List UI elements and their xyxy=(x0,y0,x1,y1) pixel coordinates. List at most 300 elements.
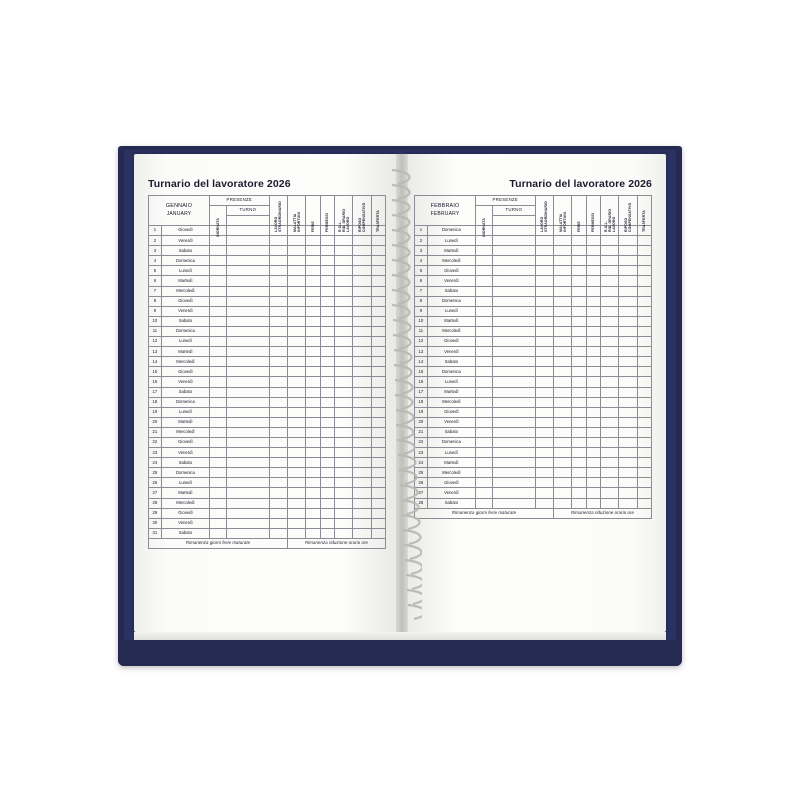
cell-trasferta[interactable] xyxy=(371,448,385,458)
cell-malattia-infortuni[interactable] xyxy=(288,276,306,286)
cell-giornata[interactable] xyxy=(476,256,493,266)
cell-lavoro-straordinario[interactable] xyxy=(535,326,553,336)
cell-trasferta[interactable] xyxy=(371,347,385,357)
cell-rol[interactable] xyxy=(334,488,352,498)
cell-rol[interactable] xyxy=(334,256,352,266)
cell-malattia-infortuni[interactable] xyxy=(288,448,306,458)
cell-malattia-infortuni[interactable] xyxy=(554,417,572,427)
cell-turno[interactable] xyxy=(227,437,270,447)
cell-malattia-infortuni[interactable] xyxy=(554,458,572,468)
cell-giornata[interactable] xyxy=(210,337,227,347)
cell-ferie[interactable] xyxy=(572,377,586,387)
cell-ferie[interactable] xyxy=(306,276,320,286)
cell-trasferta[interactable] xyxy=(637,437,651,447)
cell-rol[interactable] xyxy=(334,468,352,478)
cell-lavoro-straordinario[interactable] xyxy=(269,286,287,296)
cell-malattia-infortuni[interactable] xyxy=(288,347,306,357)
cell-trasferta[interactable] xyxy=(371,417,385,427)
cell-permessi[interactable] xyxy=(320,488,334,498)
cell-malattia-infortuni[interactable] xyxy=(288,437,306,447)
cell-lavoro-straordinario[interactable] xyxy=(269,448,287,458)
cell-lavoro-straordinario[interactable] xyxy=(535,437,553,447)
cell-ferie[interactable] xyxy=(306,417,320,427)
cell-turno[interactable] xyxy=(227,296,270,306)
cell-giornata[interactable] xyxy=(210,518,227,528)
cell-rol[interactable] xyxy=(600,306,618,316)
cell-turno[interactable] xyxy=(493,417,536,427)
cell-lavoro-straordinario[interactable] xyxy=(535,468,553,478)
cell-trasferta[interactable] xyxy=(371,387,385,397)
cell-giornata[interactable] xyxy=(210,407,227,417)
cell-ferie[interactable] xyxy=(306,256,320,266)
cell-trasferta[interactable] xyxy=(637,387,651,397)
cell-ferie[interactable] xyxy=(306,316,320,326)
cell-lavoro-straordinario[interactable] xyxy=(269,347,287,357)
cell-permessi[interactable] xyxy=(320,387,334,397)
cell-turno[interactable] xyxy=(227,326,270,336)
cell-trasferta[interactable] xyxy=(371,367,385,377)
cell-turno[interactable] xyxy=(227,528,270,538)
cell-malattia-infortuni[interactable] xyxy=(554,377,572,387)
cell-turno[interactable] xyxy=(227,286,270,296)
cell-lavoro-straordinario[interactable] xyxy=(269,498,287,508)
cell-trasferta[interactable] xyxy=(371,276,385,286)
cell-ferie[interactable] xyxy=(306,498,320,508)
cell-turno[interactable] xyxy=(227,246,270,256)
cell-turno[interactable] xyxy=(493,357,536,367)
cell-giornata[interactable] xyxy=(476,286,493,296)
cell-riposo-compensativo[interactable] xyxy=(619,236,637,246)
cell-ferie[interactable] xyxy=(306,377,320,387)
cell-giornata[interactable] xyxy=(476,236,493,246)
cell-riposo-compensativo[interactable] xyxy=(619,337,637,347)
cell-turno[interactable] xyxy=(493,337,536,347)
cell-malattia-infortuni[interactable] xyxy=(554,306,572,316)
cell-trasferta[interactable] xyxy=(637,367,651,377)
cell-rol[interactable] xyxy=(600,458,618,468)
cell-turno[interactable] xyxy=(493,246,536,256)
cell-permessi[interactable] xyxy=(320,276,334,286)
cell-giornata[interactable] xyxy=(210,488,227,498)
cell-ferie[interactable] xyxy=(306,397,320,407)
cell-trasferta[interactable] xyxy=(637,326,651,336)
cell-riposo-compensativo[interactable] xyxy=(353,246,371,256)
cell-malattia-infortuni[interactable] xyxy=(288,427,306,437)
cell-ferie[interactable] xyxy=(306,488,320,498)
cell-turno[interactable] xyxy=(227,266,270,276)
cell-giornata[interactable] xyxy=(476,498,493,508)
cell-trasferta[interactable] xyxy=(371,508,385,518)
cell-giornata[interactable] xyxy=(476,387,493,397)
cell-ferie[interactable] xyxy=(572,306,586,316)
cell-malattia-infortuni[interactable] xyxy=(554,468,572,478)
cell-giornata[interactable] xyxy=(210,377,227,387)
cell-permessi[interactable] xyxy=(586,448,600,458)
cell-lavoro-straordinario[interactable] xyxy=(535,236,553,246)
cell-malattia-infortuni[interactable] xyxy=(288,236,306,246)
cell-malattia-infortuni[interactable] xyxy=(288,478,306,488)
cell-permessi[interactable] xyxy=(586,286,600,296)
cell-malattia-infortuni[interactable] xyxy=(554,347,572,357)
cell-malattia-infortuni[interactable] xyxy=(554,276,572,286)
cell-rol[interactable] xyxy=(334,306,352,316)
cell-riposo-compensativo[interactable] xyxy=(353,266,371,276)
cell-malattia-infortuni[interactable] xyxy=(288,246,306,256)
cell-giornata[interactable] xyxy=(210,326,227,336)
cell-permessi[interactable] xyxy=(586,306,600,316)
cell-malattia-infortuni[interactable] xyxy=(554,427,572,437)
cell-permessi[interactable] xyxy=(320,417,334,427)
cell-permessi[interactable] xyxy=(586,488,600,498)
cell-giornata[interactable] xyxy=(476,458,493,468)
cell-rol[interactable] xyxy=(334,367,352,377)
cell-lavoro-straordinario[interactable] xyxy=(535,417,553,427)
cell-malattia-infortuni[interactable] xyxy=(288,528,306,538)
cell-rol[interactable] xyxy=(600,437,618,447)
cell-lavoro-straordinario[interactable] xyxy=(269,276,287,286)
cell-permessi[interactable] xyxy=(320,256,334,266)
cell-lavoro-straordinario[interactable] xyxy=(535,367,553,377)
cell-turno[interactable] xyxy=(493,387,536,397)
cell-lavoro-straordinario[interactable] xyxy=(269,437,287,447)
cell-permessi[interactable] xyxy=(320,246,334,256)
cell-permessi[interactable] xyxy=(586,498,600,508)
cell-riposo-compensativo[interactable] xyxy=(619,397,637,407)
cell-rol[interactable] xyxy=(600,347,618,357)
cell-lavoro-straordinario[interactable] xyxy=(535,427,553,437)
cell-malattia-infortuni[interactable] xyxy=(288,266,306,276)
cell-turno[interactable] xyxy=(227,448,270,458)
cell-lavoro-straordinario[interactable] xyxy=(269,488,287,498)
cell-trasferta[interactable] xyxy=(371,306,385,316)
cell-riposo-compensativo[interactable] xyxy=(619,256,637,266)
cell-lavoro-straordinario[interactable] xyxy=(269,528,287,538)
cell-rol[interactable] xyxy=(334,357,352,367)
cell-lavoro-straordinario[interactable] xyxy=(535,377,553,387)
cell-rol[interactable] xyxy=(334,326,352,336)
cell-giornata[interactable] xyxy=(476,296,493,306)
cell-ferie[interactable] xyxy=(306,448,320,458)
cell-ferie[interactable] xyxy=(306,427,320,437)
cell-permessi[interactable] xyxy=(586,246,600,256)
cell-riposo-compensativo[interactable] xyxy=(353,357,371,367)
cell-giornata[interactable] xyxy=(210,306,227,316)
cell-trasferta[interactable] xyxy=(637,306,651,316)
cell-riposo-compensativo[interactable] xyxy=(353,256,371,266)
cell-ferie[interactable] xyxy=(306,266,320,276)
cell-giornata[interactable] xyxy=(476,306,493,316)
cell-trasferta[interactable] xyxy=(371,437,385,447)
cell-rol[interactable] xyxy=(334,377,352,387)
cell-trasferta[interactable] xyxy=(371,427,385,437)
cell-permessi[interactable] xyxy=(320,326,334,336)
cell-giornata[interactable] xyxy=(210,357,227,367)
cell-riposo-compensativo[interactable] xyxy=(353,326,371,336)
cell-giornata[interactable] xyxy=(476,367,493,377)
cell-ferie[interactable] xyxy=(572,357,586,367)
cell-malattia-infortuni[interactable] xyxy=(288,326,306,336)
cell-ferie[interactable] xyxy=(572,437,586,447)
cell-ferie[interactable] xyxy=(306,478,320,488)
cell-riposo-compensativo[interactable] xyxy=(619,458,637,468)
cell-rol[interactable] xyxy=(334,296,352,306)
cell-lavoro-straordinario[interactable] xyxy=(535,448,553,458)
cell-rol[interactable] xyxy=(334,458,352,468)
cell-malattia-infortuni[interactable] xyxy=(288,296,306,306)
cell-riposo-compensativo[interactable] xyxy=(353,448,371,458)
cell-turno[interactable] xyxy=(493,407,536,417)
cell-lavoro-straordinario[interactable] xyxy=(535,458,553,468)
cell-trasferta[interactable] xyxy=(637,316,651,326)
cell-lavoro-straordinario[interactable] xyxy=(269,316,287,326)
cell-turno[interactable] xyxy=(227,488,270,498)
cell-trasferta[interactable] xyxy=(637,286,651,296)
cell-trasferta[interactable] xyxy=(371,458,385,468)
cell-permessi[interactable] xyxy=(320,236,334,246)
cell-malattia-infortuni[interactable] xyxy=(288,286,306,296)
cell-permessi[interactable] xyxy=(586,478,600,488)
cell-rol[interactable] xyxy=(600,498,618,508)
cell-turno[interactable] xyxy=(493,437,536,447)
cell-riposo-compensativo[interactable] xyxy=(619,347,637,357)
cell-ferie[interactable] xyxy=(306,306,320,316)
cell-lavoro-straordinario[interactable] xyxy=(535,357,553,367)
cell-trasferta[interactable] xyxy=(371,326,385,336)
cell-riposo-compensativo[interactable] xyxy=(353,286,371,296)
cell-giornata[interactable] xyxy=(476,437,493,447)
cell-lavoro-straordinario[interactable] xyxy=(535,407,553,417)
cell-rol[interactable] xyxy=(600,468,618,478)
cell-lavoro-straordinario[interactable] xyxy=(269,458,287,468)
cell-turno[interactable] xyxy=(227,367,270,377)
cell-ferie[interactable] xyxy=(306,246,320,256)
cell-ferie[interactable] xyxy=(572,236,586,246)
cell-rol[interactable] xyxy=(334,387,352,397)
cell-lavoro-straordinario[interactable] xyxy=(269,397,287,407)
cell-riposo-compensativo[interactable] xyxy=(353,397,371,407)
cell-riposo-compensativo[interactable] xyxy=(353,367,371,377)
cell-riposo-compensativo[interactable] xyxy=(353,306,371,316)
cell-giornata[interactable] xyxy=(476,316,493,326)
cell-giornata[interactable] xyxy=(476,377,493,387)
cell-giornata[interactable] xyxy=(210,367,227,377)
cell-malattia-infortuni[interactable] xyxy=(288,377,306,387)
cell-turno[interactable] xyxy=(493,256,536,266)
cell-turno[interactable] xyxy=(493,306,536,316)
cell-giornata[interactable] xyxy=(210,528,227,538)
cell-trasferta[interactable] xyxy=(371,377,385,387)
cell-lavoro-straordinario[interactable] xyxy=(269,427,287,437)
cell-lavoro-straordinario[interactable] xyxy=(269,306,287,316)
cell-riposo-compensativo[interactable] xyxy=(619,357,637,367)
cell-rol[interactable] xyxy=(600,246,618,256)
cell-ferie[interactable] xyxy=(306,407,320,417)
cell-lavoro-straordinario[interactable] xyxy=(269,407,287,417)
cell-riposo-compensativo[interactable] xyxy=(353,387,371,397)
cell-rol[interactable] xyxy=(334,337,352,347)
cell-permessi[interactable] xyxy=(586,407,600,417)
cell-lavoro-straordinario[interactable] xyxy=(535,296,553,306)
cell-trasferta[interactable] xyxy=(371,407,385,417)
cell-trasferta[interactable] xyxy=(637,427,651,437)
cell-lavoro-straordinario[interactable] xyxy=(269,326,287,336)
cell-trasferta[interactable] xyxy=(371,296,385,306)
cell-turno[interactable] xyxy=(493,478,536,488)
cell-ferie[interactable] xyxy=(306,528,320,538)
cell-riposo-compensativo[interactable] xyxy=(353,518,371,528)
cell-rol[interactable] xyxy=(600,256,618,266)
cell-giornata[interactable] xyxy=(210,478,227,488)
cell-malattia-infortuni[interactable] xyxy=(288,468,306,478)
cell-lavoro-straordinario[interactable] xyxy=(535,256,553,266)
cell-lavoro-straordinario[interactable] xyxy=(269,478,287,488)
cell-malattia-infortuni[interactable] xyxy=(554,407,572,417)
cell-turno[interactable] xyxy=(493,377,536,387)
cell-rol[interactable] xyxy=(334,246,352,256)
cell-trasferta[interactable] xyxy=(371,468,385,478)
cell-giornata[interactable] xyxy=(476,427,493,437)
cell-riposo-compensativo[interactable] xyxy=(619,478,637,488)
cell-giornata[interactable] xyxy=(476,357,493,367)
cell-turno[interactable] xyxy=(493,458,536,468)
cell-turno[interactable] xyxy=(493,316,536,326)
cell-trasferta[interactable] xyxy=(371,337,385,347)
cell-giornata[interactable] xyxy=(210,286,227,296)
cell-rol[interactable] xyxy=(334,417,352,427)
cell-turno[interactable] xyxy=(493,226,536,236)
cell-permessi[interactable] xyxy=(320,347,334,357)
cell-permessi[interactable] xyxy=(586,437,600,447)
cell-riposo-compensativo[interactable] xyxy=(619,286,637,296)
cell-malattia-infortuni[interactable] xyxy=(288,498,306,508)
cell-ferie[interactable] xyxy=(572,256,586,266)
cell-rol[interactable] xyxy=(600,478,618,488)
cell-rol[interactable] xyxy=(600,488,618,498)
cell-turno[interactable] xyxy=(227,417,270,427)
cell-giornata[interactable] xyxy=(210,256,227,266)
cell-lavoro-straordinario[interactable] xyxy=(535,498,553,508)
cell-lavoro-straordinario[interactable] xyxy=(535,286,553,296)
cell-permessi[interactable] xyxy=(586,266,600,276)
cell-ferie[interactable] xyxy=(572,478,586,488)
cell-turno[interactable] xyxy=(227,407,270,417)
cell-turno[interactable] xyxy=(493,326,536,336)
cell-riposo-compensativo[interactable] xyxy=(353,488,371,498)
cell-malattia-infortuni[interactable] xyxy=(288,367,306,377)
cell-permessi[interactable] xyxy=(320,427,334,437)
cell-trasferta[interactable] xyxy=(637,448,651,458)
cell-permessi[interactable] xyxy=(586,256,600,266)
cell-turno[interactable] xyxy=(493,236,536,246)
cell-ferie[interactable] xyxy=(572,286,586,296)
cell-giornata[interactable] xyxy=(210,246,227,256)
cell-rol[interactable] xyxy=(600,427,618,437)
cell-riposo-compensativo[interactable] xyxy=(353,437,371,447)
cell-permessi[interactable] xyxy=(586,397,600,407)
cell-permessi[interactable] xyxy=(320,437,334,447)
cell-lavoro-straordinario[interactable] xyxy=(269,377,287,387)
cell-riposo-compensativo[interactable] xyxy=(619,498,637,508)
cell-trasferta[interactable] xyxy=(637,498,651,508)
cell-riposo-compensativo[interactable] xyxy=(353,316,371,326)
cell-riposo-compensativo[interactable] xyxy=(353,417,371,427)
cell-rol[interactable] xyxy=(600,266,618,276)
cell-riposo-compensativo[interactable] xyxy=(353,407,371,417)
cell-giornata[interactable] xyxy=(476,266,493,276)
cell-malattia-infortuni[interactable] xyxy=(554,326,572,336)
cell-permessi[interactable] xyxy=(320,377,334,387)
cell-trasferta[interactable] xyxy=(637,377,651,387)
cell-turno[interactable] xyxy=(493,266,536,276)
cell-trasferta[interactable] xyxy=(371,397,385,407)
cell-malattia-infortuni[interactable] xyxy=(554,437,572,447)
cell-trasferta[interactable] xyxy=(637,256,651,266)
cell-giornata[interactable] xyxy=(476,407,493,417)
cell-malattia-infortuni[interactable] xyxy=(554,387,572,397)
cell-ferie[interactable] xyxy=(572,397,586,407)
cell-ferie[interactable] xyxy=(306,387,320,397)
cell-trasferta[interactable] xyxy=(637,417,651,427)
cell-rol[interactable] xyxy=(600,407,618,417)
cell-malattia-infortuni[interactable] xyxy=(288,458,306,468)
cell-permessi[interactable] xyxy=(586,316,600,326)
cell-lavoro-straordinario[interactable] xyxy=(269,468,287,478)
cell-turno[interactable] xyxy=(493,367,536,377)
cell-trasferta[interactable] xyxy=(637,236,651,246)
cell-lavoro-straordinario[interactable] xyxy=(535,276,553,286)
cell-riposo-compensativo[interactable] xyxy=(353,347,371,357)
cell-permessi[interactable] xyxy=(586,427,600,437)
cell-riposo-compensativo[interactable] xyxy=(619,246,637,256)
cell-riposo-compensativo[interactable] xyxy=(619,437,637,447)
cell-rol[interactable] xyxy=(334,407,352,417)
cell-ferie[interactable] xyxy=(572,468,586,478)
cell-rol[interactable] xyxy=(334,236,352,246)
cell-rol[interactable] xyxy=(600,397,618,407)
cell-trasferta[interactable] xyxy=(371,286,385,296)
cell-riposo-compensativo[interactable] xyxy=(619,407,637,417)
cell-malattia-infortuni[interactable] xyxy=(554,296,572,306)
cell-malattia-infortuni[interactable] xyxy=(288,357,306,367)
cell-permessi[interactable] xyxy=(586,417,600,427)
cell-ferie[interactable] xyxy=(572,427,586,437)
cell-riposo-compensativo[interactable] xyxy=(353,478,371,488)
cell-malattia-infortuni[interactable] xyxy=(554,246,572,256)
cell-ferie[interactable] xyxy=(572,387,586,397)
cell-giornata[interactable] xyxy=(476,488,493,498)
cell-lavoro-straordinario[interactable] xyxy=(269,337,287,347)
cell-turno[interactable] xyxy=(227,347,270,357)
cell-trasferta[interactable] xyxy=(637,296,651,306)
cell-riposo-compensativo[interactable] xyxy=(619,468,637,478)
cell-malattia-infortuni[interactable] xyxy=(554,266,572,276)
cell-giornata[interactable] xyxy=(476,337,493,347)
cell-ferie[interactable] xyxy=(306,296,320,306)
cell-ferie[interactable] xyxy=(306,518,320,528)
cell-turno[interactable] xyxy=(227,276,270,286)
cell-ferie[interactable] xyxy=(306,357,320,367)
cell-lavoro-straordinario[interactable] xyxy=(535,387,553,397)
cell-permessi[interactable] xyxy=(586,468,600,478)
cell-rol[interactable] xyxy=(334,448,352,458)
cell-rol[interactable] xyxy=(334,276,352,286)
cell-lavoro-straordinario[interactable] xyxy=(269,387,287,397)
cell-turno[interactable] xyxy=(227,256,270,266)
cell-ferie[interactable] xyxy=(572,458,586,468)
cell-permessi[interactable] xyxy=(320,337,334,347)
cell-ferie[interactable] xyxy=(572,347,586,357)
cell-lavoro-straordinario[interactable] xyxy=(535,337,553,347)
